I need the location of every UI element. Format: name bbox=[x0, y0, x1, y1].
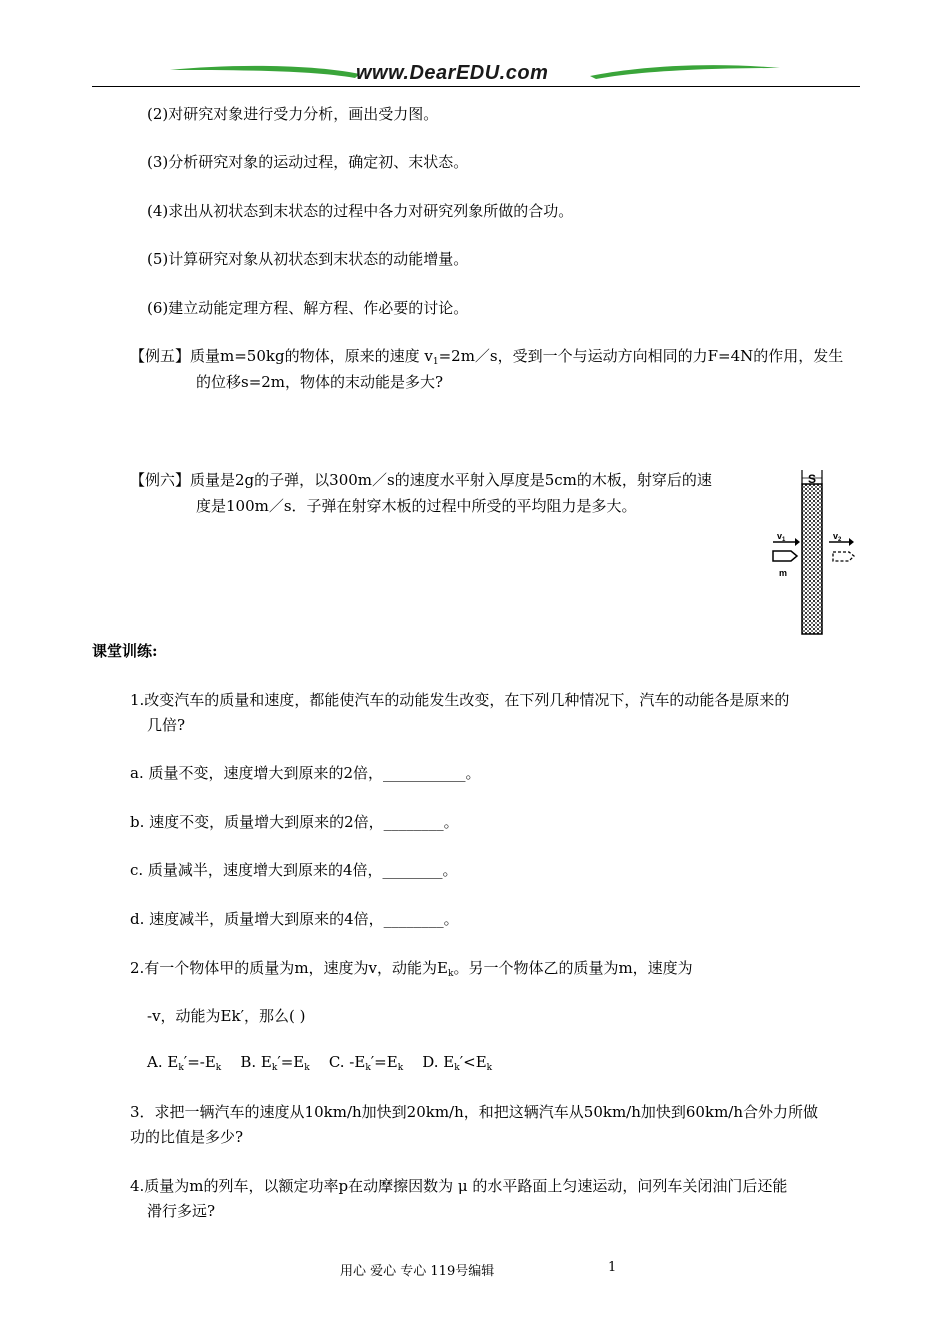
example6-tag: 【例六】 bbox=[130, 471, 191, 489]
header-rule bbox=[92, 86, 860, 87]
page-number: 1 bbox=[608, 1260, 617, 1275]
q1-item-a: a. 质量不变，速度增大到原来的2倍，___________。 bbox=[130, 764, 481, 782]
q2-line2: -v，动能为Ek′，那么( ) bbox=[147, 1007, 306, 1025]
practice-title: 课堂训练: bbox=[92, 642, 158, 660]
q2-option-a: A. $E_k'=-E_k$ bbox=[147, 1053, 222, 1073]
q3-line2: 功的比值是多少? bbox=[130, 1128, 244, 1146]
step-3: (3)分析研究对象的运动过程，确定初、末状态。 bbox=[147, 153, 469, 171]
q2-option-d: D. $E_k'<E_k$ bbox=[422, 1053, 493, 1073]
step-4: (4)求出从初状态到末状态的过程中各力对研究列象所做的合功。 bbox=[147, 202, 574, 220]
q4-line1: 4.质量为m的列车，以额定功率p在动摩擦因数为 μ 的水平路面上匀速运动，问列车关闭油门后还能 bbox=[130, 1177, 788, 1195]
label-m: m bbox=[779, 568, 788, 578]
bullet-after bbox=[833, 552, 854, 561]
step-2: (2)对研究对象进行受力分析，画出受力图。 bbox=[147, 105, 439, 123]
q4-line2: 滑行多远? bbox=[147, 1202, 216, 1220]
bullet-before bbox=[773, 551, 797, 561]
q2-options bbox=[147, 1053, 492, 1073]
label-v1: $v_1$ bbox=[777, 531, 786, 543]
step-6: (6)建立动能定理方程、解方程、作必要的讨论。 bbox=[147, 299, 469, 317]
q1-item-b: b. 速度不变，质量增大到原来的2倍，________。 bbox=[130, 813, 459, 831]
bullet-board-figure bbox=[765, 468, 865, 638]
example5-line1: 【例五】质量m=50kg的物体，原来的速度 $v_1=2m/s$，受到一个与运动方向相同的力F=4N的作用，发生 bbox=[130, 347, 844, 367]
q1-line2: 几倍? bbox=[147, 716, 186, 734]
q1-line1: 1.改变汽车的质量和速度，都能使汽车的动能发生改变，在下列几种情况下，汽车的动能各是原来的 bbox=[130, 691, 790, 709]
label-s: S bbox=[807, 472, 817, 486]
q3-line1: 3．求把一辆汽车的速度从10km/h加快到20km/h，和把这辆汽车从50km/h加快到60km/h合外力所做 bbox=[130, 1103, 819, 1121]
example5-line2: 的位移s=2m，物体的末动能是多大? bbox=[196, 373, 444, 391]
q2-option-b: B. $E_k'=E_k$ bbox=[240, 1053, 310, 1073]
example6-line1: 【例六】质量是2g的子弹，以300m／s的速度水平射入厚度是5cm的木板，射穿后的速 bbox=[130, 471, 712, 489]
step-5: (5)计算研究对象从初状态到末状态的动能增量。 bbox=[147, 250, 469, 268]
label-v2: $v_2$ bbox=[833, 531, 842, 543]
q1-item-d: d. 速度减半，质量增大到原来的4倍，________。 bbox=[130, 910, 459, 928]
header-logo-text: www.DearEDU.com bbox=[356, 62, 549, 84]
footer-text: 用心 爱心 专心 119号编辑 bbox=[340, 1264, 495, 1279]
example5-tag: 【例五】 bbox=[130, 347, 191, 365]
q1-item-c: c. 质量减半，速度增大到原来的4倍，________。 bbox=[130, 861, 458, 879]
q2-option-c: C. $-E_k'=E_k$ bbox=[328, 1053, 404, 1073]
q2-line1: 2.有一个物体甲的质量为m，速度为v，动能为$E_k$。另一个物体乙的质量为m，速度为 bbox=[130, 959, 693, 979]
wooden-board bbox=[802, 484, 822, 634]
example6-line2: 度是100m／s．子弹在射穿木板的过程中所受的平均阻力是多大。 bbox=[196, 497, 637, 515]
